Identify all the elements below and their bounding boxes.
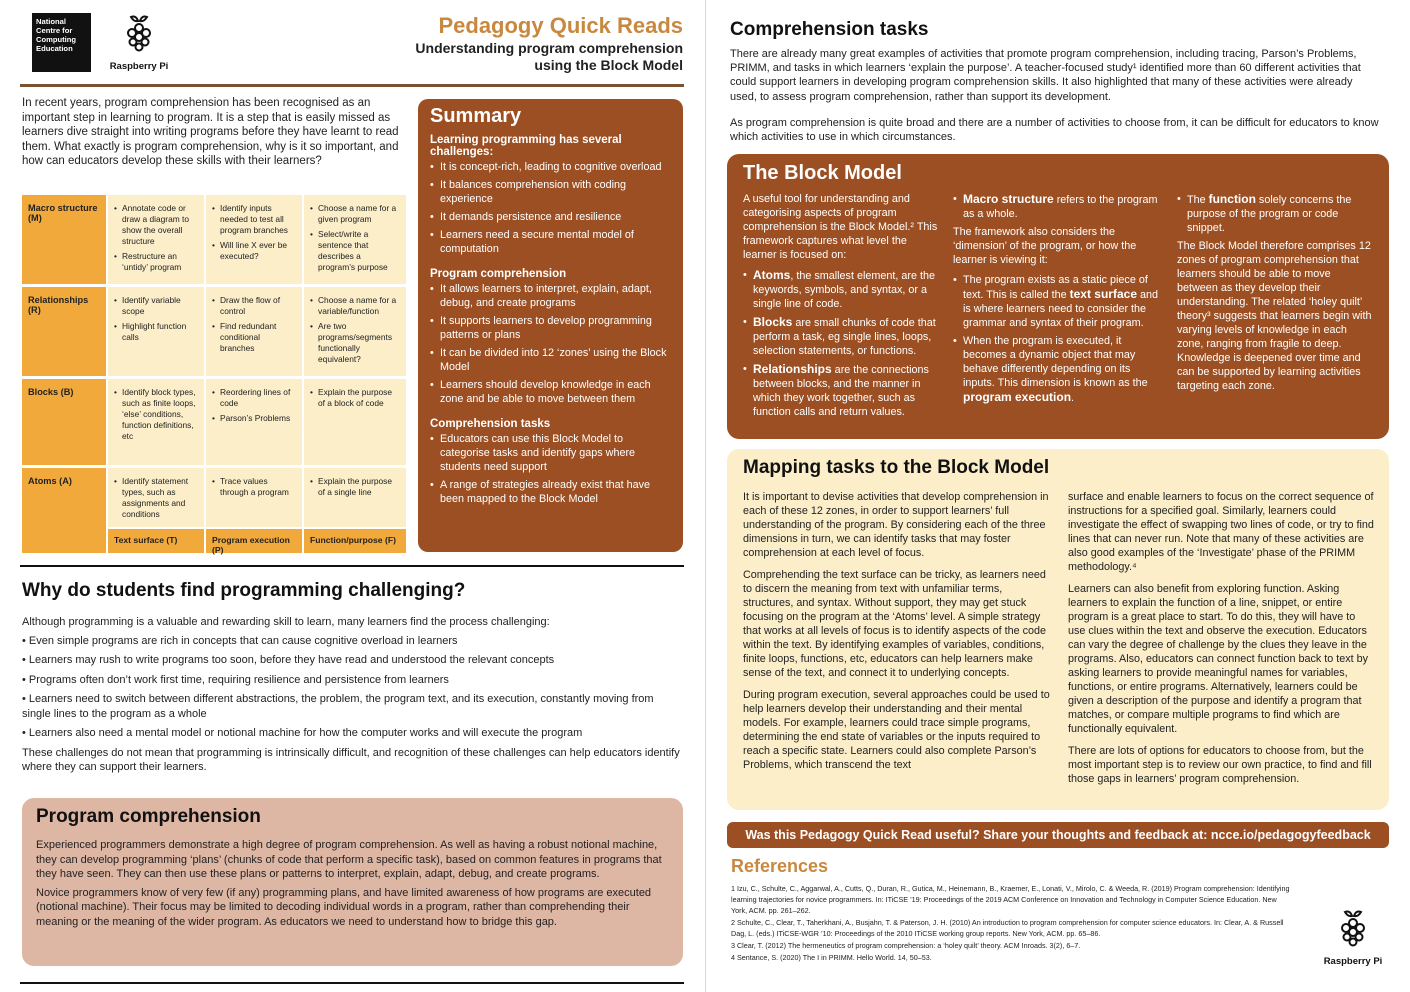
- column-header-program-execution: Program execution (P): [206, 529, 302, 553]
- mapping-tasks-title: Mapping tasks to the Block Model: [743, 457, 1050, 478]
- raspberry-pi-footer-label: Raspberry Pi: [1323, 956, 1383, 967]
- block-model-col-1: [743, 192, 943, 423]
- why-lead: Although programming is a valuable and rewarding skill to learn, many learners find the process challenging:: [22, 616, 550, 628]
- cell-macro-exec: [206, 195, 302, 284]
- task-item: • Identify inputs needed to test all program branches: [212, 203, 296, 236]
- raspberry-pi-logo: [104, 13, 174, 72]
- task-item: • Identify statement types, such as assignments and conditions: [114, 476, 198, 520]
- block-model-col-3: [1177, 192, 1373, 399]
- task-item: • Reordering lines of code: [212, 387, 296, 409]
- text-surface-item: • The program exists as a static piece of text. This is called the text surface and is where learners need to consider the grammar and syntax of their program.: [953, 273, 1159, 330]
- mapping-p3: During program execution, several approaches could be used to help learners develop their understanding and their mental models. For example, learners could trace simple programs, determining the end state of variables or the inputs required to reach a specific state. Learners could also complete Parson’s Problems, which transcend the text: [743, 689, 1050, 771]
- section-rule: [20, 565, 684, 567]
- block-model-title: The Block Model: [743, 162, 902, 184]
- blocks-item: • Blocks are small chunks of code that perform a task, eg single lines, loops, selection statements, or functions.: [743, 315, 943, 358]
- dimension-paragraph: The framework also considers the ‘dimension’ of the program, or how the learner is viewing it:: [953, 226, 1137, 266]
- task-item: • Are two programs/segments functionally equivalent?: [310, 321, 400, 365]
- mapping-p2: Comprehending the text surface can be tricky, as learners need to discern the meaning from text with unfamiliar terms, structures, and syntax. Without support, they may get stuck focusing on the program at the ‘Atoms’ level. A simple strategy that works at all levels of focus is to identify aspects of the code within the text. By identifying examples of variables, conditions, finite loops, functions, etc, educators can help learners make sense of the text, and connect it to underlying concepts.: [743, 569, 1047, 679]
- block-model-intro: A useful tool for understanding and categorising aspects of program comprehension is the Block Model.² This framework captures what level the learner is focused on:: [743, 193, 938, 261]
- comprehension-tasks-p1: There are already many great examples of activities that promote program comprehension, including tracing, Parson’s Problems, PRIMM, and tasks in which learners ‘explain the purpose’. A teacher-focused study¹ identified more than 60 different activities that could support learners in developing program comprehension skills. It also highlighted that many of these activities were already used, to assess program comprehension, rather than support its development.: [730, 48, 1361, 103]
- task-item: • Explain the purpose of a block of code: [310, 387, 400, 409]
- reference-item: 2 Schulte, C., Clear, T., Taherkhani, A., Busjahn, T. & Paterson, J. H. (2010) An introduction to program comprehension for computer science educators. In: Clear, A. & Russell Dag, L. (eds.) ITiCSE-WGR ’10: Proceedings of the 2010 ITiCSE working group reports. New York, ACM. pp. 65–86.: [731, 918, 1284, 938]
- cell-macro-text: [108, 195, 204, 284]
- cell-blocks-func: [304, 379, 406, 465]
- task-item: • Draw the flow of control: [212, 295, 296, 317]
- summary-item: • It is concept-rich, leading to cognitive overload: [430, 160, 671, 174]
- why-heading: Why do students find programming challenging?: [22, 580, 466, 601]
- why-bullet: • Learners need to switch between different abstractions, the problem, the program text, and its execution, constantly moving from single lines to the program as a whole: [22, 693, 654, 720]
- task-item: • Parson’s Problems: [212, 413, 296, 424]
- why-closing: These challenges do not mean that programming is intrinsically difficult, and recognition of these challenges can help educators identify where they can support their learners.: [22, 746, 680, 773]
- summary-item: • It balances comprehension with coding experience: [430, 178, 671, 206]
- row-header-macro: Macro structure (M): [22, 195, 106, 284]
- cell-macro-func: [304, 195, 406, 284]
- mapping-p4: surface and enable learners to focus on the correct sequence of instructions for a specified goal. Similarly, learners could investigate the effect of swapping two lines of code, or try to find lines that can never run. Note that many of these activities are also good examples of the ‘Investigate’ phase of the PRIMM methodology.⁴: [1068, 491, 1374, 573]
- task-item: • Will line X ever be executed?: [212, 240, 296, 262]
- program-execution-item: • When the program is executed, it becomes a dynamic object that may behave differently depending on its inputs. This dimension is known as the program execution.: [953, 334, 1159, 405]
- cell-blocks-text: [108, 379, 204, 465]
- block-model-box: [727, 154, 1389, 439]
- document-subtitle: Understanding program comprehension using the Block Model: [415, 40, 683, 73]
- task-item: • Trace values through a program: [212, 476, 296, 498]
- program-comprehension-box: [22, 798, 683, 966]
- raspberry-pi-footer-logo: [1318, 908, 1388, 967]
- task-item: • Explain the purpose of a single line: [310, 476, 400, 498]
- summary-heading-comprehension: Program comprehension: [430, 268, 567, 280]
- raspberry-pi-label: Raspberry Pi: [109, 61, 169, 72]
- summary-item: • It demands persistence and resilience: [430, 210, 671, 224]
- footer-rule: [20, 982, 684, 984]
- summary-list-comprehension: [430, 282, 671, 406]
- program-comprehension-p2: Novice programmers know of very few (if any) programming plans, and have limited awareness of how programs are executed (notional machine). Their focus may be limited to decoding individual words in a program, rather than comprehending their meaning or the meaning of the wider program. As educators we need to understand how to bridge this gap.: [36, 886, 652, 928]
- summary-item: • It supports learners to develop programming patterns or plans: [430, 314, 671, 342]
- cell-atoms-func: [304, 468, 406, 527]
- task-item: • Identify block types, such as finite loops, ‘else’ conditions, function definitions, etc: [114, 387, 198, 442]
- task-item: • Select/write a sentence that describes a program’s purpose: [310, 229, 400, 273]
- why-body: [22, 615, 682, 779]
- summary-item: • A range of strategies already exist that have been mapped to the Block Model: [430, 478, 671, 506]
- summary-title: Summary: [430, 105, 522, 127]
- task-item: • Find redundant conditional branches: [212, 321, 296, 354]
- cell-relationships-func: [304, 287, 406, 376]
- cell-relationships-exec: [206, 287, 302, 376]
- relationships-item: • Relationships are the connections between blocks, and the manner in which they work together, such as function calls and return values.: [743, 362, 943, 419]
- function-item: • The function solely concerns the purpose of the program or code snippet.: [1177, 192, 1373, 235]
- task-item: • Restructure an ‘untidy’ program: [114, 251, 198, 273]
- summary-heading-tasks: Comprehension tasks: [430, 418, 551, 430]
- comprehension-tasks-body: [730, 47, 1380, 156]
- program-comprehension-p1: Experienced programmers demonstrate a high degree of program comprehension. As well as having a robust notional machine, they can develop programming ‘plans’ (chunks of code that perform a specific task), based on common features in programs that they have seen. They can then use these plans or patterns to interpret, explain, adapt, debug, and create programs.: [36, 839, 662, 880]
- macro-structure-item: • Macro structure refers to the program as a whole.: [953, 192, 1159, 221]
- row-header-blocks: Blocks (B): [22, 379, 106, 465]
- task-item: • Identify variable scope: [114, 295, 198, 317]
- mapping-tasks-box: [727, 449, 1389, 810]
- task-item: • Annotate code or draw a diagram to show the overall structure: [114, 203, 198, 247]
- intro-paragraph: In recent years, program comprehension has been recognised as an important step in learning to program. It is a step that is easily missed as learners dive straight into writing programs before they have learnt to read them. What exactly is program comprehension, why is it so important, and how can educators develop these skills with their learners?: [22, 97, 399, 167]
- why-bullet: • Even simple programs are rich in concepts that can cause cognitive overload in learners: [22, 634, 458, 647]
- cell-atoms-text: [108, 468, 204, 527]
- why-bullet: • Programs often don’t work first time, requiring resilience and persistence from learners: [22, 673, 449, 686]
- cell-relationships-text: [108, 287, 204, 376]
- summary-list-tasks: [430, 432, 671, 506]
- task-item: • Choose a name for a given program: [310, 203, 400, 225]
- task-item: • Choose a name for a variable/function: [310, 295, 400, 317]
- reference-item: 4 Sentance, S. (2020) The I in PRIMM. Hello World. 14, 50–53.: [731, 953, 932, 962]
- mapping-col-left: [743, 490, 1053, 780]
- document-title: Pedagogy Quick Reads: [438, 13, 683, 38]
- mapping-p6: There are lots of options for educators to choose from, but the most important step is to review our own practice, to find and fill those gaps in learners’ program comprehension.: [1068, 745, 1372, 785]
- why-bullet: • Learners may rush to write programs too soon, before they have read and understood the relevant concepts: [22, 654, 555, 666]
- feedback-banner[interactable]: Was this Pedagogy Quick Read useful? Share your thoughts and feedback at: ncce.io/pedagogyfeedback: [727, 822, 1389, 848]
- mapping-p1: It is important to devise activities that develop comprehension in each of these 12 zones, in order to support learners’ full understanding of the program. By considering each of the three dimensions in turn, we can identify tasks that may foster comprehension at each level of focus.: [743, 491, 1049, 559]
- cell-blocks-exec: [206, 379, 302, 465]
- reference-item: 3 Clear, T. (2012) The hermeneutics of program comprehension: a ‘holey quilt’ theory. ACM Inroads. 3(2), 6–7.: [731, 941, 1081, 950]
- summary-list-challenges: [430, 160, 671, 256]
- mapping-col-right: [1068, 490, 1374, 794]
- why-bullet: • Learners also need a mental model or notional machine for how the computer works and will execute the program: [22, 727, 583, 739]
- raspberry-icon: [1336, 908, 1370, 948]
- summary-box: [418, 99, 683, 552]
- header-rule: [20, 84, 684, 87]
- column-header-function-purpose: Function/purpose (F): [304, 529, 406, 553]
- atoms-item: • Atoms, the smallest element, are the keywords, symbols, and syntax, or a single line of code.: [743, 268, 943, 311]
- column-divider: [705, 0, 706, 992]
- comprehension-tasks-heading: Comprehension tasks: [730, 19, 929, 40]
- task-item: • Highlight function calls: [114, 321, 198, 343]
- summary-item: • Learners should develop knowledge in each zone and be able to move between them: [430, 378, 671, 406]
- block-model-table: [22, 195, 406, 553]
- comprehension-tasks-p2: As program comprehension is quite broad and there are a number of activities to choose from, it can be difficult for educators to know which activities to use in which circumstances.: [730, 116, 1379, 144]
- references-heading: References: [731, 856, 829, 876]
- program-comprehension-title: Program comprehension: [36, 806, 261, 827]
- column-header-text-surface: Text surface (T): [108, 529, 204, 553]
- block-model-col-2: [953, 192, 1159, 409]
- summary-item: • It can be divided into 12 ‘zones’ using the Block Model: [430, 346, 671, 374]
- summary-item: • Learners need a secure mental model of computation: [430, 228, 671, 256]
- row-header-relationships: Relationships (R): [22, 287, 106, 376]
- raspberry-icon: [122, 13, 156, 53]
- ncce-logo: National Centre for Computing Education: [32, 13, 91, 72]
- summary-item: • Educators can use this Block Model to categorise tasks and identify gaps where students need support: [430, 432, 671, 474]
- summary-heading-challenges: Learning programming has several challenges:: [430, 134, 622, 158]
- cell-atoms-exec: [206, 468, 302, 527]
- summary-item: • It allows learners to interpret, explain, adapt, debug, and create programs: [430, 282, 671, 310]
- references-list: [731, 883, 1291, 964]
- row-header-atoms: Atoms (A): [22, 468, 106, 553]
- reference-item: 1 Izu, C., Schulte, C., Aggarwal, A., Cutts, Q., Duran, R., Gutica, M., Heinemann, B., Kraemer, E., Lonati, V., Mirolo, C. & Weeda, R. (2019) Program comprehension: Identifying learning trajectories for novice programmers. In: ITiCSE ’19: Proceedings of the 2019 ACM Conference on Innovation and Technology in Computer Science Education. New York, ACM. pp. 261–262.: [731, 884, 1290, 915]
- block-model-zones-paragraph: The Block Model therefore comprises 12 zones of program comprehension that learners should be able to move between as they develop their understanding. The related ‘holey quilt’ theory³ suggests that learners begin with varying levels of knowledge in each zone, ranging from fragile to deep. Knowledge is deepened over time and can be supported by learning activities targeting each zone.: [1177, 240, 1372, 392]
- mapping-p5: Learners can also benefit from exploring function. Asking learners to explain the function of a line, snippet, or entire program is a great place to start. To do this, they will have to use clues within the text and observe the execution. Educators can vary the degree of challenge by the clues they leave in the programs. Also, educators can connect function back to text by asking learners to provide meaningful names for variables, functions, or entire programs. Alternatively, learners could be given a description of the purpose and identify a program that matches, or compare multiple programs to find which are functionally equivalent.: [1068, 583, 1369, 735]
